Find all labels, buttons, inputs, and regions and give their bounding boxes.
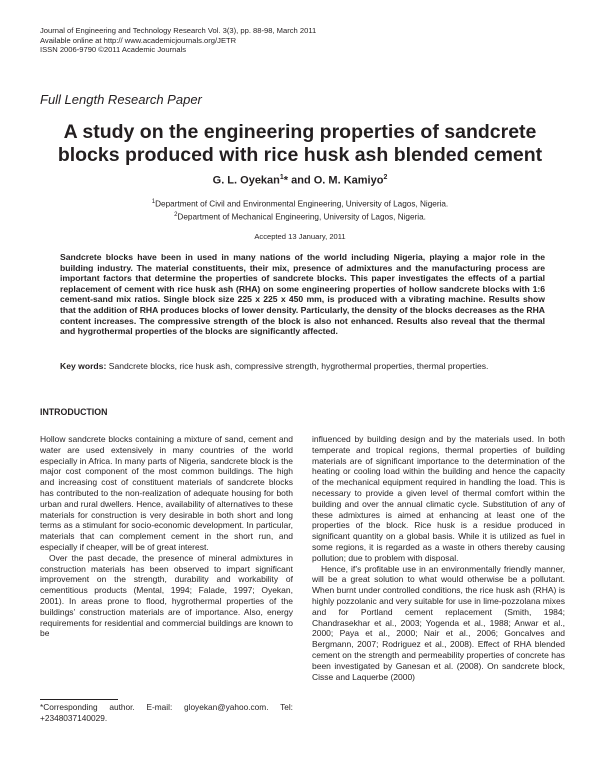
section-heading-introduction: INTRODUCTION (40, 407, 108, 417)
intro-paragraph-1: Hollow sandcrete blocks containing a mixture of sand, cement and water are used extensively in many countries of the world especially in Africa. In many parts of Nigeria, sandcrete block is the major cost component of the most common buildings. The high and increasing cost of constituent materials of sandcrete blocks has contributed to the non-realization of adequate housing for both urban and rural dwellers. Hence, availability of alternatives to these materials for construction is very desirable in both short and long terms as a stimulant for socio-economic development. In particular, materials that can complement cement in the short run, and especially if cheaper, will be of great interest. (40, 434, 293, 552)
intro-paragraph-4: Hence, if’s profitable use in an environmentally friendly manner, will be a great solution to what would otherwise be a pollutant. When burnt under controlled conditions, the rice husk ash (RHA) is highly pozzolanic and very suitable for use in lime-pozzolana mixes and for Portland cement replacement (Smith, 1984; Chandrasekhar et al., 2003; Yogenda et al., 1988; Anwar et al., 2000; Paya et al., 2000; Nair et al., 2006; Goncalves and Bergmann, 2007; Rodriguez et al., 2008). Effect of RHA blended cement on the strength and permeability properties of concrete has been investigated by Ganesan et al. (2008). On sandcrete block, Cisse and Laquerbe (2000) (312, 563, 565, 682)
author-2-affiliation-marker: 2 (383, 174, 388, 181)
author-1-name: G. L. Oyekan (212, 174, 280, 187)
body-column-right (312, 434, 565, 682)
journal-issn-line: ISSN 2006-9790 ©2011 Academic Journals (40, 45, 187, 55)
corresponding-author-marker: * (283, 174, 289, 187)
keywords-label: Key words: (60, 361, 107, 371)
affiliations (0, 197, 600, 222)
author-2-name: O. M. Kamiyo (313, 174, 384, 187)
intro-paragraph-2: Over the past decade, the presence of mineral admixtures in construction materials has been observed to impart significant improvement on the strength, durability and workability of cementitious products (Mental, 1994; Falade, 1997; Oyekan, 2001). In areas prone to flood, hygrothermal properties of the buildings’ construction materials are of importance. Also, energy requirements for residential and commercial buildings are known to be (40, 552, 293, 639)
accepted-date: Accepted 13 January, 2011 (254, 232, 346, 241)
footnote-divider (40, 699, 118, 700)
affiliation-1 (0, 197, 600, 210)
journal-online-line: Available online at http:// www.academicjournals.org/JETR (40, 35, 237, 45)
author-connector: and (288, 174, 314, 187)
journal-citation-line: Journal of Engineering and Technology Research Vol. 3(3), pp. 88-98, March 2011 (40, 26, 317, 35)
affiliation-2 (0, 210, 600, 223)
journal-header (40, 26, 316, 55)
body-column-left (40, 434, 293, 639)
author-list (0, 174, 600, 187)
keywords (60, 361, 545, 372)
affiliation-2-text: Department of Mechanical Engineering, University of Lagos, Nigeria. (177, 212, 426, 222)
paper-type-label: Full Length Research Paper (40, 92, 202, 107)
paper-title-line-1: A study on the engineering properties of sandcrete (63, 121, 537, 143)
keywords-text: Sandcrete blocks, rice husk ash, compressive strength, hygrothermal properties, thermal properties. (106, 361, 489, 371)
paper-title-line-2: blocks produced with rice husk ash blended cement (57, 144, 543, 166)
corresponding-author-footnote: *Corresponding author. E-mail: gloyekan@yahoo.com. Tel: +2348037140029. (40, 702, 293, 723)
affiliation-2-marker: 2 (174, 211, 178, 218)
intro-paragraph-3: influenced by building design and by the materials used. In both temperate and tropical regions, thermal properties of building materials are of significant importance to the determination of the heating or cooling load within the building and hence the capacity of the mechanical equipment required in handling the load. This is necessary to provide a given level of thermal comfort within the building and over the annual climatic cycle. Substitution of any of these admixtures is aimed at enhancing at least one of the properties of the block. Rice husk is a residue produced in significant quantity on a global basis. While it is utilized as fuel in some regions, it is regarded as a waste in others thereby causing pollution; due to problem with disposal. (312, 434, 565, 563)
abstract-text: Sandcrete blocks have been in used in many nations of the world including Nigeria, playing a major role in the building industry. The material constituents, their mix, presence of admixtures and the manufacturing process are important factors that determine the properties of sandcrete blocks. This paper investigates the effects of a partial replacement of cement with rice husk ash (RHA) on some engineering properties of hollow sandcrete blocks with 1:6 cement-sand mix ratios. Single block size 225 x 225 x 450 mm, is produced with a vibrating machine. Results show that the addition of RHA produces blocks of lower density. Particularly, the density of the blocks decreases as the RHA content increases. The compressive strength of the block is also not enhanced. Results also reveal that the thermal and hygrothermal properties of the blocks are significantly affected. (60, 252, 546, 337)
affiliation-1-marker: 1 (151, 199, 156, 205)
affiliation-1-text: Department of Civil and Environmental Engineering, University of Lagos, Nigeria. (155, 199, 449, 209)
author-1-affiliation-marker: 1 (279, 174, 284, 181)
paper-title (30, 121, 570, 167)
